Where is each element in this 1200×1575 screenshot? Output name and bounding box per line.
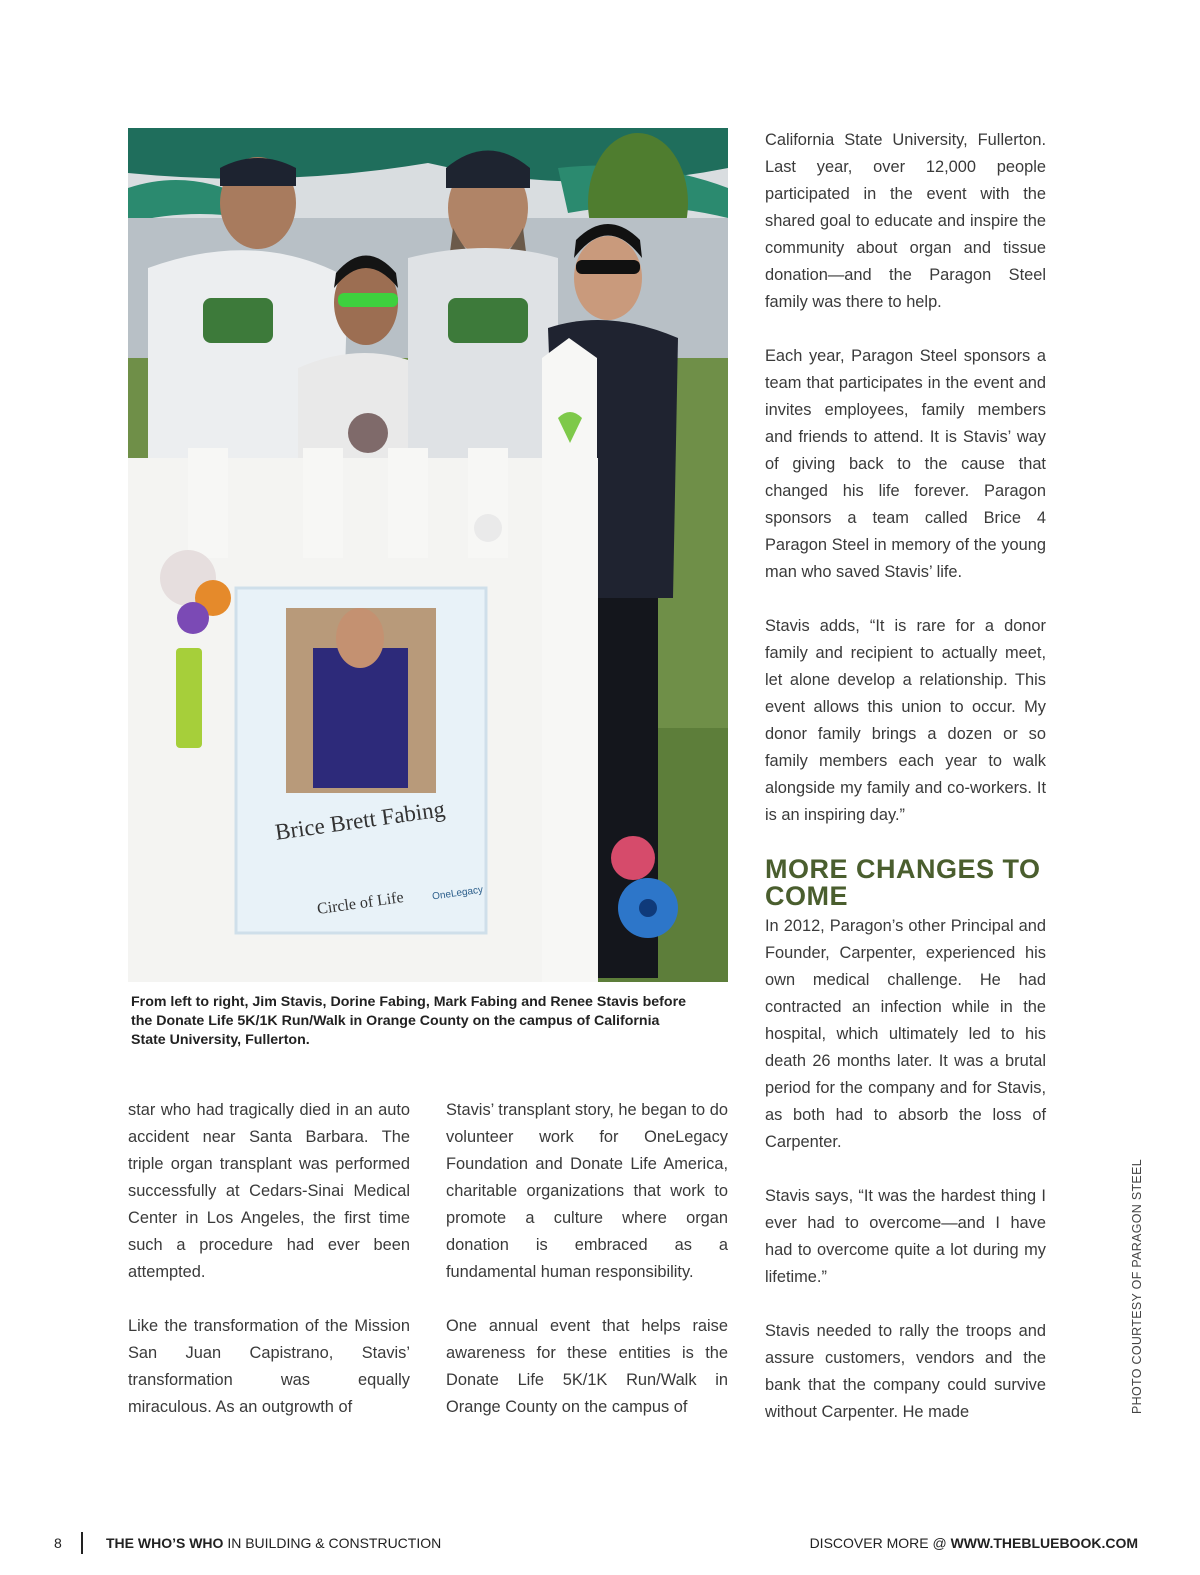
photo-caption: From left to right, Jim Stavis, Dorine Fabing, Mark Fabing and Renee Stavis before the Donate Life 5K/1K Run/Walk in Orange County on the campus of California State University, Fullerton. [131, 994, 686, 1048]
event-photo [128, 128, 728, 982]
paragraph: California State University, Fullerton. Last year, over 12,000 people participated in the event with the shared goal to educate and inspire the community about organ and tissue donation—and the Paragon Steel family was there to help. [765, 131, 1046, 311]
article-column-1 [128, 1097, 410, 1421]
website-link[interactable]: WWW.THEBLUEBOOK.COM [950, 1535, 1138, 1551]
footer-divider [81, 1532, 83, 1554]
publication-name-bold: THE WHO’S WHO [106, 1535, 224, 1551]
discover-more [810, 1533, 1138, 1553]
publication-name-rest: IN BUILDING & CONSTRUCTION [223, 1535, 442, 1551]
paragraph: One annual event that helps raise awareness for these entities is the Donate Life 5K/1K Run/Walk in Orange County on the campus of [446, 1317, 728, 1416]
paragraph: Stavis adds, “It is rare for a donor family and recipient to actually meet, let alone develop a relationship. This event allows this union to occur. My donor family brings a dozen or so family members each year to walk alongside my family and co-workers. It is an inspiring day.” [765, 617, 1046, 824]
paragraph: star who had tragically died in an auto accident near Santa Barbara. The triple organ transplant was performed successfully at Cedars-Sinai Medical Center in Los Angeles, the first time such a procedure had ever been attempted. [128, 1101, 410, 1281]
poster-logo-circle: Circle of Life [316, 889, 405, 919]
page-number: 8 [54, 1535, 62, 1551]
paragraph: Stavis says, “It was the hardest thing I ever had to overcome—and I have had to overcome quite a lot during my lifetime.” [765, 1187, 1046, 1286]
section-heading: MORE CHANGES TO COME [765, 854, 1041, 911]
poster-logo-onelegacy: OneLegacy [431, 884, 484, 903]
poster-name: Brice Brett Fabing [273, 796, 447, 845]
article-column-3 [765, 127, 1046, 1426]
paragraph: Each year, Paragon Steel sponsors a team that participates in the event and invites employees, family members and friends to attend. It is Stavis’ way of giving back to the cause that changed his life forever. Paragon sponsors a team called Brice 4 Paragon Steel in memory of the young man who saved Stavis’ life. [765, 347, 1046, 581]
photo-image [128, 128, 728, 982]
paragraph: Stavis’ transplant story, he began to do volunteer work for OneLegacy Foundation and Donate Life America, charitable organizations that work to promote a culture where organ donation is embraced as a fundamental human responsibility. [446, 1101, 728, 1281]
paragraph: In 2012, Paragon’s other Principal and Founder, Carpenter, experienced his own medical challenge. He had contracted an infection while in the hospital, which ultimately led to his death 26 months later. It was a brutal period for the company and for Stavis, as both had to absorb the loss of Carpenter. [765, 917, 1046, 1151]
publication-name [106, 1533, 441, 1553]
paragraph: Like the transformation of the Mission San Juan Capistrano, Stavis’ transformation was equally miraculous. As an outgrowth of [128, 1317, 410, 1416]
photo-credit: PHOTO COURTESY OF PARAGON STEEL [1130, 1159, 1144, 1414]
article-column-2 [446, 1097, 728, 1421]
paragraph: Stavis needed to rally the troops and assure customers, vendors and the bank that the company could survive without Carpenter. He made [765, 1322, 1046, 1421]
discover-label: DISCOVER MORE @ [809, 1535, 951, 1551]
